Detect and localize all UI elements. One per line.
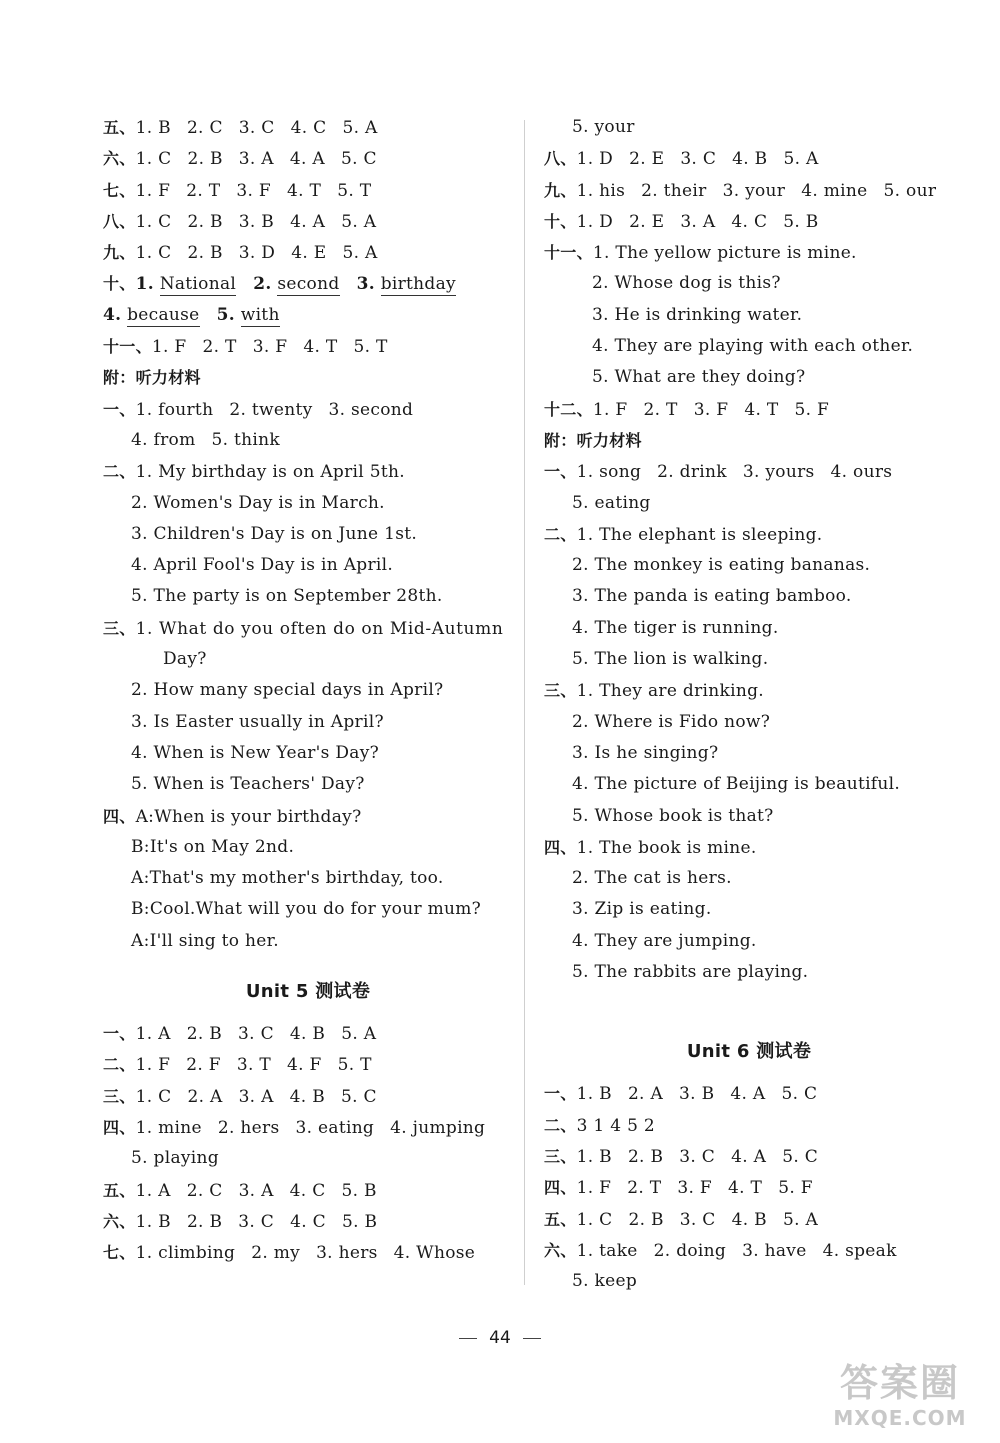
section-label: 八、 — [544, 149, 577, 169]
section-label: 五、 — [103, 118, 136, 137]
answer-item: 1. F — [576, 1178, 612, 1199]
section-label: 六、 — [103, 1211, 136, 1231]
answer-item: 5. F — [778, 1178, 813, 1199]
answer-item: 1. C — [135, 211, 172, 232]
listening-3-line: 4. When is New Year's Day? — [131, 742, 380, 763]
answer-item: 1. A — [135, 1180, 171, 1201]
answer-item: 2. B — [187, 149, 223, 170]
answer-item: 2. hers — [217, 1117, 280, 1138]
answer-item: 2. T — [627, 1178, 662, 1199]
answer-item: 1. F — [135, 180, 171, 201]
appendix-heading: 附：听力材料 — [103, 368, 201, 388]
answer-row — [103, 1018, 513, 1049]
answer-item: 2. F — [186, 1055, 221, 1076]
answer-row — [103, 1081, 513, 1112]
answer-item: 3. eating — [295, 1117, 375, 1138]
answer-row — [103, 237, 513, 268]
answer-row-shier: 十二、1. F 2. T 3. F 4. T 5. F — [544, 399, 830, 420]
answer-item: 5. A — [783, 149, 819, 170]
answer-item: 1. B — [135, 1211, 171, 1232]
answer-row — [544, 1204, 954, 1235]
section-label: 九、 — [103, 243, 136, 263]
answer-item: 1. C — [135, 243, 172, 264]
answer-item: 3. have — [742, 1240, 807, 1261]
answer-item: 2. A — [187, 1086, 223, 1107]
answer-row-unit6-er: 二、3 1 4 5 2 — [544, 1115, 656, 1136]
listening-3-first: 三、1. They are drinking. — [544, 681, 764, 702]
answer-item: 4. B — [289, 1024, 326, 1045]
answer-item: 3. B — [679, 1084, 715, 1105]
answer-item: 4. B — [732, 149, 768, 170]
listening-4-line: 3. Zip is eating. — [572, 899, 712, 920]
sentence-line: 4. They are playing with each other. — [592, 336, 914, 357]
right-column — [544, 112, 954, 1297]
answer-item: 3. F — [236, 180, 272, 201]
answer-item: 1. B — [576, 1084, 612, 1105]
answer-item: 1. B — [576, 1146, 612, 1167]
answer-row-unit6-yi: 一、1. B 2. A 3. B 4. A 5. C — [544, 1084, 818, 1105]
answer-item: 3. A — [238, 149, 274, 170]
answer-item: 5. A — [342, 118, 378, 138]
dash-right — [523, 1338, 541, 1339]
answer-row — [103, 206, 513, 237]
answer-item: 3. F — [677, 1178, 713, 1199]
unit6-title: Unit 6 测试卷 — [686, 1041, 812, 1063]
answer-row-unit6-liu-cont: 5. keep — [572, 1271, 638, 1292]
appendix-heading: 附：听力材料 — [544, 430, 642, 450]
answer-item: 5. B — [341, 1211, 378, 1232]
answer-item: 3. your — [722, 180, 786, 201]
answer-item: 3. C — [679, 1146, 716, 1167]
listening-2-line: 2. Women's Day is in March. — [131, 492, 385, 513]
listening-4-line: 2. The cat is hers. — [572, 868, 732, 889]
answer-item: 4. F — [287, 1055, 322, 1076]
answer-item: 2. A — [627, 1084, 664, 1105]
answer-item: 4. Whose — [393, 1243, 476, 1264]
section-label: 四、 — [544, 1178, 577, 1198]
listening-3-line: 5. When is Teachers' Day? — [131, 774, 365, 795]
answer-item: 2. B — [628, 1209, 664, 1230]
answer-item: 5. B — [341, 1180, 377, 1201]
answer-item: 2. E — [629, 149, 665, 170]
listening-2-line: 4. April Fool's Day is in April. — [131, 555, 394, 576]
answer-item: 2. twenty — [229, 399, 313, 420]
answer-item: 5. T — [337, 180, 372, 201]
answer-row — [103, 175, 513, 206]
answer-item: 2. E — [629, 211, 665, 232]
answer-item: 4. A — [289, 149, 325, 170]
dialogue-line: A:I'll sing to her. — [131, 930, 279, 951]
answer-item: 1. F — [592, 399, 628, 420]
answer-item: 5. think — [211, 429, 280, 450]
dialogue-first: 四、A:When is your birthday? — [103, 806, 362, 827]
column-divider — [524, 120, 525, 1285]
answer-item: 5. A — [782, 1209, 819, 1230]
answer-item: 3. hers — [316, 1243, 378, 1264]
answer-item: 1. fourth — [135, 399, 214, 420]
answer-row — [544, 1172, 954, 1203]
listening-row-1-cont — [103, 425, 513, 456]
sentence-line: 2. Whose dog is this? — [592, 273, 781, 294]
answer-item: 2. drink — [657, 462, 727, 483]
answer-row — [544, 1141, 954, 1172]
listening-3-line: Day? — [163, 649, 207, 670]
answer-item: 5. F — [794, 399, 830, 420]
answer-item: 4. C — [289, 1180, 326, 1201]
listening-2-line: 5. The lion is walking. — [572, 649, 769, 670]
answer-row — [103, 1175, 513, 1206]
answer-item: 4. B — [289, 1086, 325, 1107]
answer-item: 4. from — [131, 429, 196, 450]
answer-item: 3. A — [238, 1180, 274, 1201]
answer-item: 4. ours — [830, 462, 893, 483]
answer-item: 4. C — [290, 1211, 326, 1232]
watermark-text: 答案圈 — [839, 1361, 960, 1405]
section-label: 五、 — [103, 1180, 136, 1200]
answer-item: 1. F — [151, 337, 187, 358]
section-label: 五、 — [544, 1209, 577, 1229]
answer-item: 1. mine — [135, 1117, 202, 1138]
listening-row-1: 一、1. song 2. drink 3. yours 4. ours — [544, 462, 893, 483]
section-label: 八、 — [103, 211, 136, 231]
answer-row-unit5-si-cont: 5. playing — [131, 1148, 219, 1169]
answer-item: 3. C — [238, 118, 275, 138]
listening-4-line: 5. The rabbits are playing. — [572, 962, 809, 983]
listening-3-line: 2. How many special days in April? — [131, 680, 444, 701]
answer-item: 4. T — [744, 399, 779, 420]
answer-item: 1. B — [135, 118, 171, 138]
answer-item: 5. B — [783, 211, 819, 232]
watermark-url: MXQE.COM — [833, 1406, 967, 1430]
answer-item: 2. C — [186, 1180, 223, 1201]
answer-row-shiyi: 十一、1. F 2. T 3. F 4. T 5. T — [103, 337, 388, 358]
answer-item: 2. doing — [653, 1240, 727, 1261]
unit5-title: Unit 5 测试卷 — [245, 981, 371, 1003]
answer-row-unit5-si: 四、1. mine 2. hers 3. eating 4. jumping — [103, 1117, 486, 1138]
answer-item: 2. T — [643, 399, 678, 420]
listening-4-first: 四、1. The book is mine. — [544, 837, 757, 858]
answer-item: 4. mine — [801, 180, 868, 201]
answer-row — [103, 143, 513, 174]
answer-item: 3. F — [252, 337, 288, 358]
answer-item: 3. A — [238, 1086, 274, 1107]
answer-item: 3. D — [238, 243, 276, 264]
answer-item: 5. T — [353, 337, 388, 358]
listening-3-line: 3. Is he singing? — [572, 742, 719, 763]
answer-item: 4. jumping — [390, 1117, 486, 1138]
section-label: 三、 — [544, 1146, 577, 1166]
answer-item: 1. song — [576, 462, 642, 483]
watermark-logo — [810, 1360, 990, 1440]
answer-row-shi-cont: 4. because 5. with — [103, 304, 280, 325]
answer-item: 4. T — [287, 180, 322, 201]
section-label: 七、 — [103, 180, 136, 200]
answer-item: 1. C — [135, 1086, 172, 1107]
answer-row — [544, 143, 954, 174]
answer-item: 3. second — [328, 399, 414, 420]
answer-row-unit6-liu: 六、1. take 2. doing 3. have 4. speak — [544, 1240, 897, 1261]
answer-item: 2. B — [627, 1146, 664, 1167]
listening-2-line: 3. The panda is eating bamboo. — [572, 586, 852, 607]
section-label: 一、 — [103, 1024, 136, 1044]
sentence-shiyi-first: 十一、1. The yellow picture is mine. — [544, 243, 857, 264]
dialogue-line: B:Cool.What will you do for your mum? — [131, 899, 482, 920]
listening-3-line: 5. Whose book is that? — [572, 805, 774, 826]
listening-4-line: 4. They are jumping. — [572, 930, 757, 951]
answer-item: 5. C — [341, 149, 377, 170]
answer-item: 2. their — [641, 180, 707, 201]
answer-row — [103, 1049, 513, 1080]
answer-item: 3. yours — [742, 462, 815, 483]
answer-item: 2. C — [186, 118, 223, 138]
answer-item: 2. my — [251, 1243, 301, 1264]
answer-item: 2. B — [187, 243, 223, 264]
answer-item: 4. C — [731, 211, 768, 232]
answer-item: 3. C — [680, 149, 717, 170]
answer-row — [544, 206, 954, 237]
listening-2-line: 3. Children's Day is on June 1st. — [131, 523, 418, 544]
answer-item: 3. T — [236, 1055, 272, 1076]
answer-item: 3. A — [680, 211, 716, 232]
listening-2-line: 5. The party is on September 28th. — [131, 586, 443, 607]
answer-row-shi: 十、1. National 2. second 3. birthday — [103, 274, 456, 295]
answer-row — [103, 112, 513, 143]
answer-item: 5. our — [883, 180, 937, 201]
answer-item: 4. T — [303, 337, 338, 358]
listening-2-first: 二、1. My birthday is on April 5th. — [103, 462, 405, 483]
dash-left — [459, 1338, 477, 1339]
answer-item: 1. D — [576, 211, 614, 232]
listening-3-line: 2. Where is Fido now? — [572, 711, 771, 732]
answer-item: 5. A — [341, 1024, 377, 1045]
answer-item: 1. A — [135, 1024, 171, 1045]
answer-item: 4. B — [731, 1209, 767, 1230]
answer-item: 1. C — [135, 149, 172, 170]
answer-item: 4. A — [730, 1084, 766, 1105]
listening-2-line: 4. The tiger is running. — [572, 617, 779, 638]
section-label: 九、 — [544, 180, 577, 200]
answer-item: 5. C — [781, 1084, 818, 1105]
listening-3-line: 3. Is Easter usually in April? — [131, 711, 384, 732]
left-column — [103, 112, 513, 1268]
answer-item: 5. A — [342, 243, 378, 264]
section-label: 六、 — [103, 149, 136, 169]
section-label: 十、 — [544, 211, 577, 231]
answer-item: 5. T — [337, 1055, 372, 1076]
answer-item: 4. E — [291, 243, 327, 264]
dialogue-line: A:That's my mother's birthday, too. — [131, 868, 444, 889]
sentence-line: 3. He is drinking water. — [592, 304, 803, 325]
answer-item: 2. T — [186, 180, 221, 201]
listening-3-line: 4. The picture of Beijing is beautiful. — [572, 774, 901, 795]
answer-item: 3. F — [693, 399, 729, 420]
page-number: 44 — [0, 1328, 1000, 1348]
answer-item: 1. take — [576, 1240, 638, 1261]
listening-2-first: 二、1. The elephant is sleeping. — [544, 524, 823, 545]
answer-item: 2. B — [187, 211, 223, 232]
answer-item: 4. A — [290, 211, 326, 232]
listening-3-first: 三、1. What do you often do on Mid-Autumn — [103, 618, 504, 639]
answer-item: 1. his — [576, 180, 626, 201]
sentence-line: 5. What are they doing? — [592, 367, 806, 388]
answer-item: 1. F — [135, 1055, 171, 1076]
answer-item: 4. speak — [822, 1240, 897, 1261]
answer-item: 2. B — [186, 1211, 223, 1232]
answer-item: 5. A — [341, 211, 377, 232]
answer-item: 4. T — [728, 1178, 763, 1199]
answer-row — [544, 175, 954, 206]
answer-item: 2. T — [202, 337, 237, 358]
answer-item: 5. C — [341, 1086, 377, 1107]
answer-item: 2. B — [186, 1024, 223, 1045]
answer-item: 4. A — [731, 1146, 767, 1167]
listening-2-line: 2. The monkey is eating bananas. — [572, 555, 871, 576]
answer-item: 4. C — [290, 118, 327, 138]
answer-item: 3. C — [238, 1211, 275, 1232]
answer-item: 1. climbing — [135, 1243, 236, 1264]
answer-item: 1. D — [576, 149, 614, 170]
listening-row-1-cont: 5. eating — [572, 492, 651, 513]
answer-row-unit5-qi: 七、1. climbing 2. my 3. hers 4. Whose — [103, 1243, 476, 1264]
dialogue-line: B:It's on May 2nd. — [131, 836, 295, 857]
answer-item: 3. C — [238, 1024, 274, 1045]
listening-row-1: 一、1. fourth 2. twenty 3. second — [103, 399, 414, 420]
answer-item: 1. C — [576, 1209, 613, 1230]
answer-item: 3. B — [238, 211, 275, 232]
answer-item: 3. C — [679, 1209, 716, 1230]
section-label: 三、 — [103, 1086, 136, 1106]
section-label: 二、 — [103, 1055, 136, 1075]
answer-row — [103, 1206, 513, 1237]
answer-row-cont: 5. your — [572, 117, 635, 137]
answer-item: 5. C — [782, 1146, 819, 1167]
